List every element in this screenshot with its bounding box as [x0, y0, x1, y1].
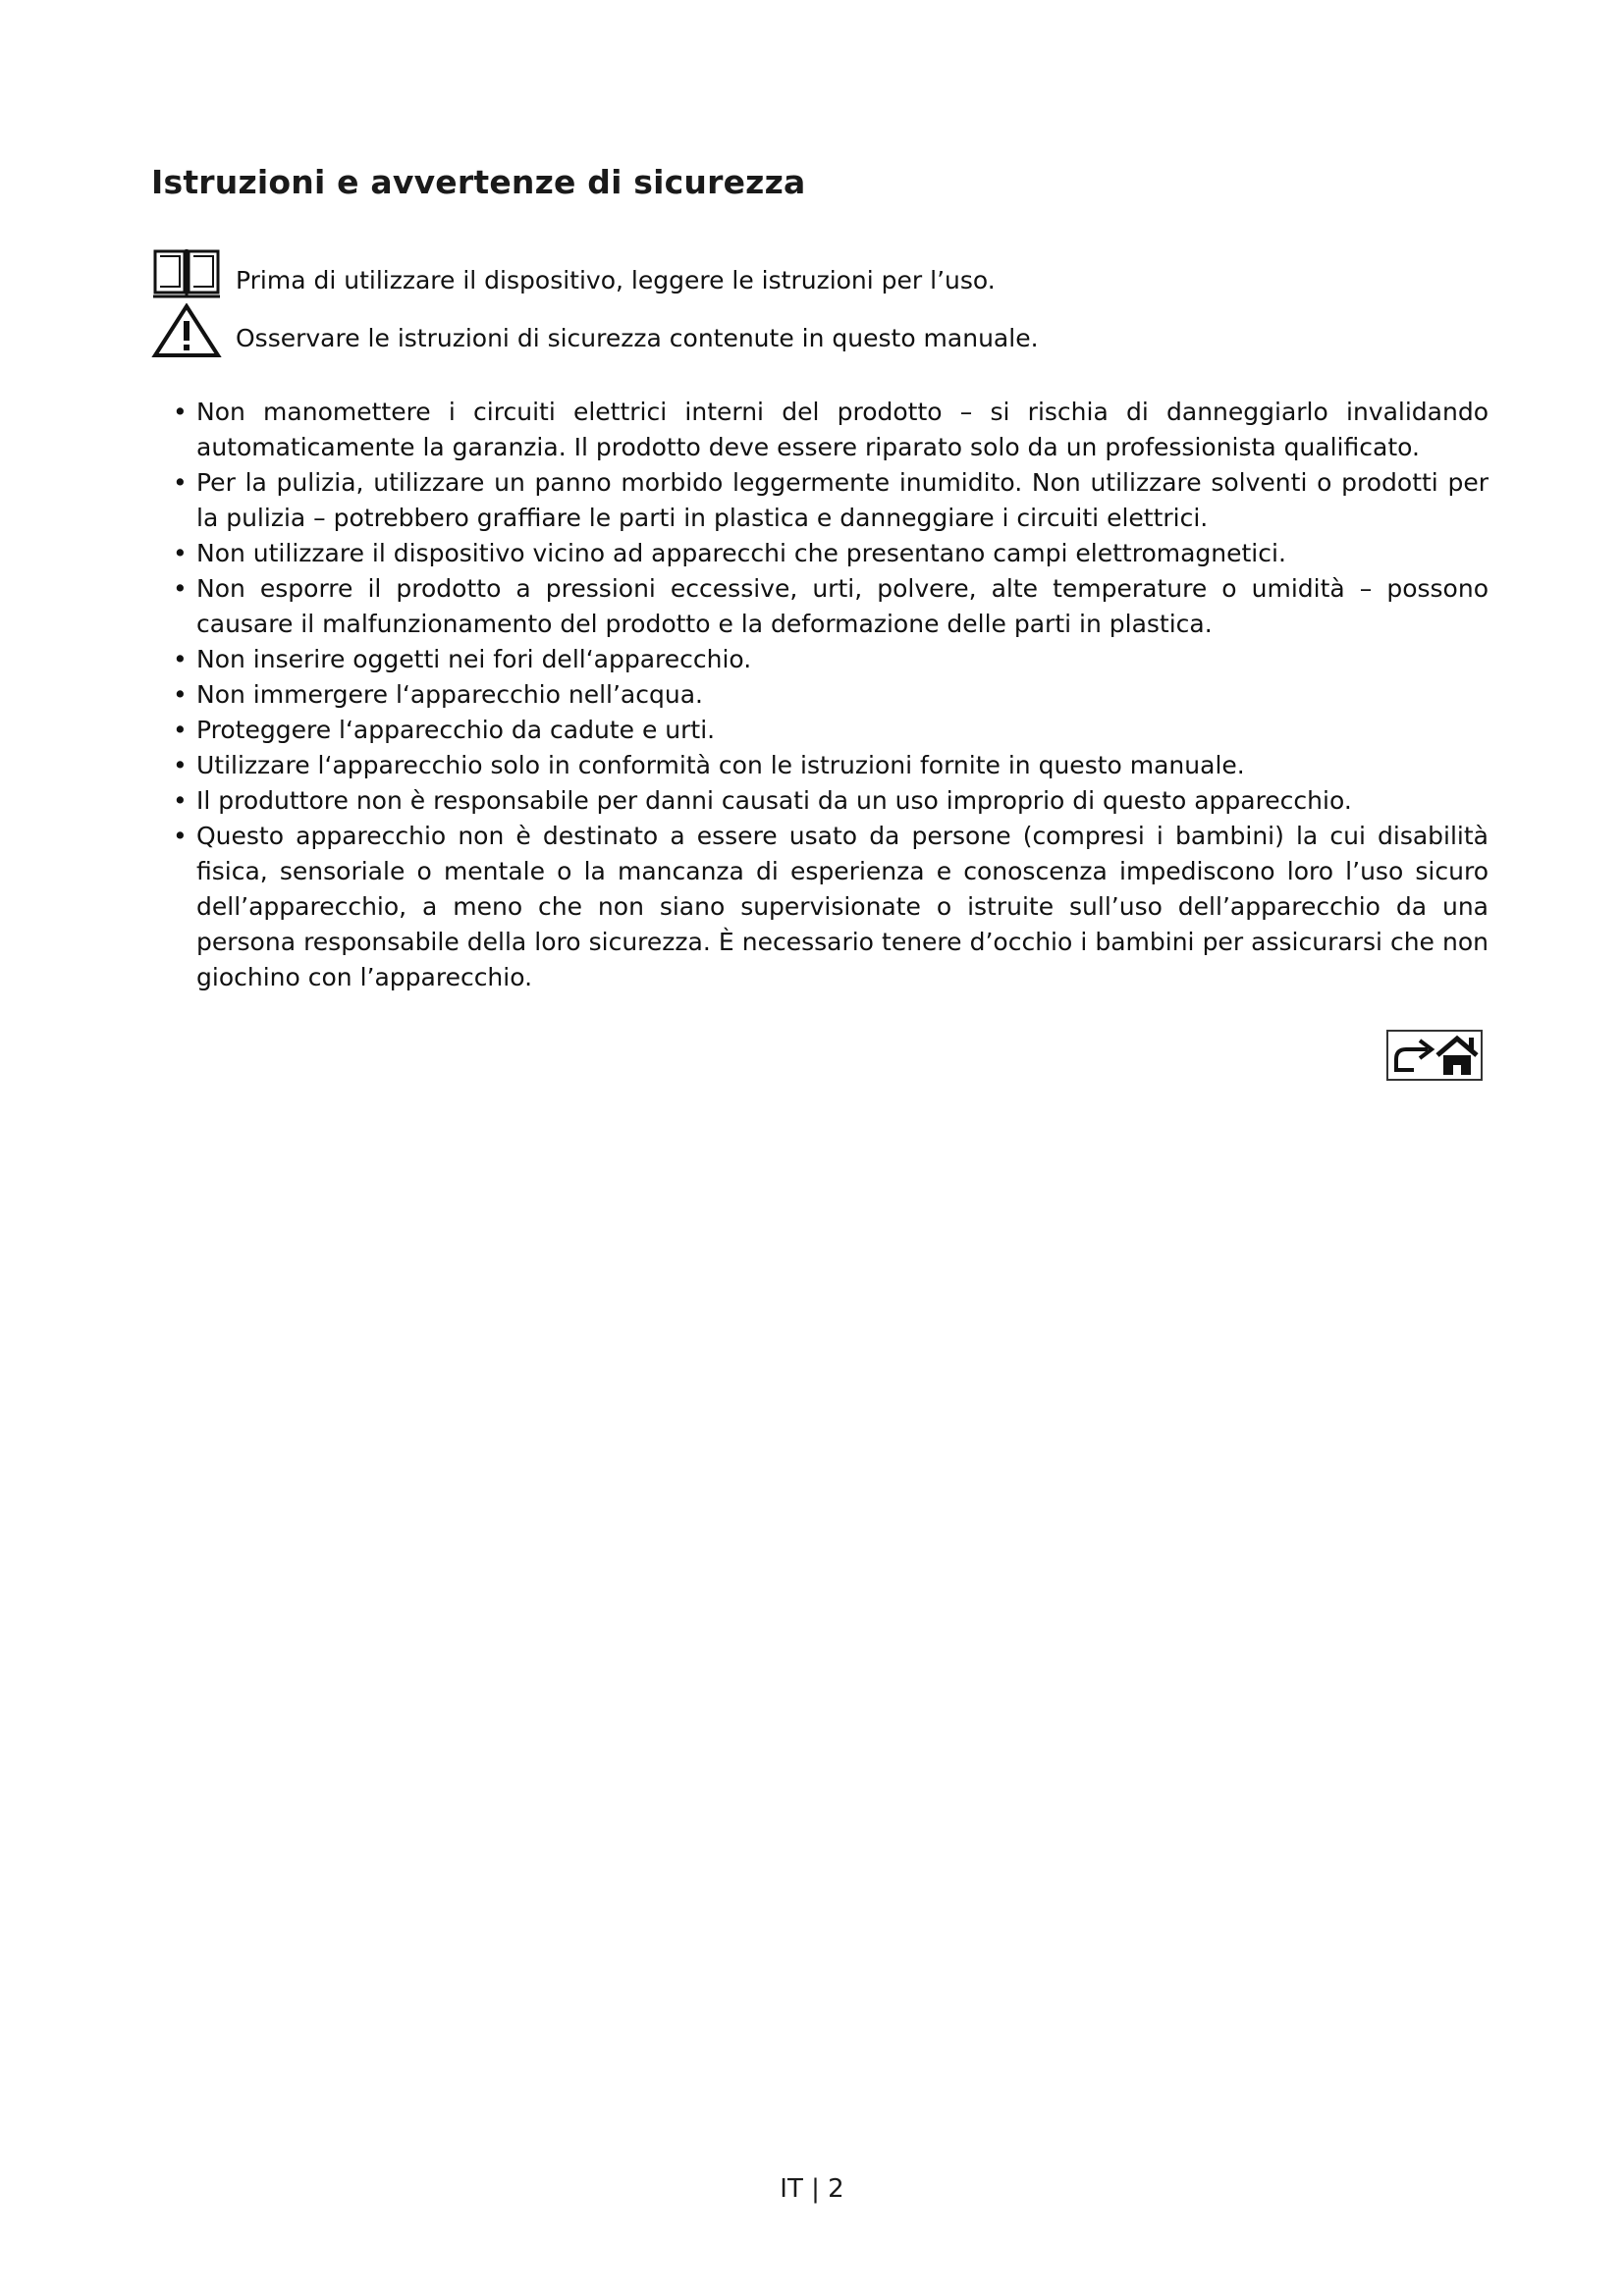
- list-item: • Non utilizzare il dispositivo vicino ad apparecchi che presentano campi elettromagnetici.: [173, 536, 1489, 571]
- notice-read-instructions: [151, 245, 1428, 300]
- warning-icon: [151, 303, 222, 358]
- notice-text: Prima di utilizzare il dispositivo, leggere le istruzioni per l’uso.: [236, 266, 996, 294]
- list-item: • Il produttore non è responsabile per danni causati da un uso improprio di questo apparecchio.: [173, 783, 1489, 819]
- page-number: IT | 2: [780, 2174, 844, 2204]
- notice-text: Osservare le istruzioni di sicurezza contenute in questo manuale.: [236, 324, 1039, 352]
- list-item: • Proteggere l‘apparecchio da cadute e urti.: [173, 713, 1489, 748]
- list-item: • Non inserire oggetti nei fori dell‘apparecchio.: [173, 642, 1489, 677]
- return-home-button[interactable]: [1386, 1030, 1483, 1081]
- book-icon: [151, 245, 222, 300]
- safety-instructions-list: [173, 395, 1489, 995]
- notice-safety-warning: [151, 303, 1428, 358]
- list-item: • Non esporre il prodotto a pressioni eccessive, urti, polvere, alte temperature o umidità – possono causare il malfunzionamento del prodotto e la deformazione delle parti in plastica.: [173, 571, 1489, 642]
- list-item: • Non immergere l‘apparecchio nell’acqua.: [173, 677, 1489, 713]
- list-item: • Questo apparecchio non è destinato a essere usato da persone (compresi i bambini) la cui disabilità fisica, sensoriale o mentale o la mancanza di esperienza e conoscenza impediscono loro l’uso sicuro dell’apparecchio, a meno che non siano supervisionate o istruite sull’uso dell’apparecchio da una persona responsabile della loro sicurezza. È necessario tenere d’occhio i bambini per assicurarsi che non giochino con l’apparecchio.: [173, 819, 1489, 995]
- list-item: • Utilizzare l‘apparecchio solo in conformità con le istruzioni fornite in questo manuale.: [173, 748, 1489, 783]
- return-home-icon: [1388, 1032, 1481, 1079]
- page-title: Istruzioni e avvertenze di sicurezza: [151, 163, 806, 201]
- list-item: • Per la pulizia, utilizzare un panno morbido leggermente inumidito. Non utilizzare solventi o prodotti per la pulizia – potrebbero graffiare le parti in plastica e danneggiare i circuiti elettrici.: [173, 465, 1489, 536]
- list-item: • Non manomettere i circuiti elettrici interni del prodotto – si rischia di danneggiarlo invalidando automaticamente la garanzia. Il prodotto deve essere riparato solo da un professionista qualificato.: [173, 395, 1489, 465]
